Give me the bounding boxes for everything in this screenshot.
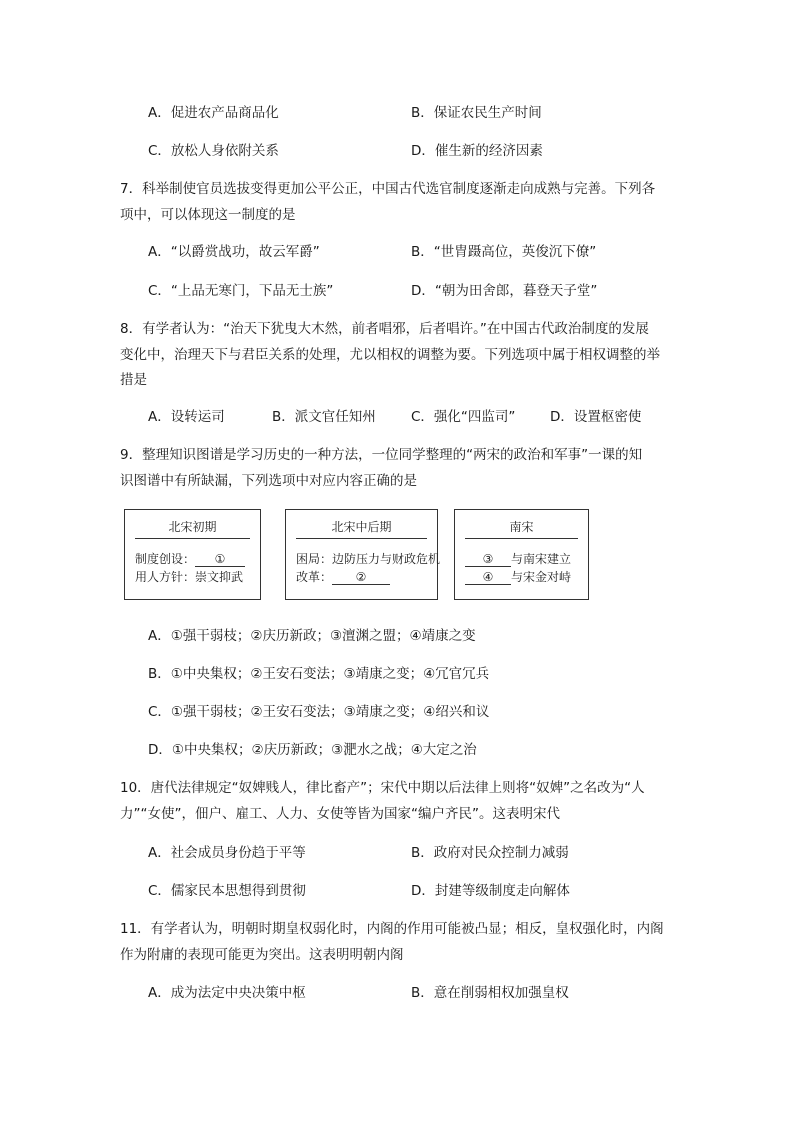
box1-row2: 用人方针：崇文抑武 xyxy=(135,570,244,584)
box3-title: 南宋 xyxy=(509,520,534,534)
q11-stem-line2: 作为附庸的表现可能更为突出。这表明明朝内阁 xyxy=(120,947,404,963)
q10-option-c: C．儒家民本思想得到贯彻 xyxy=(148,883,306,899)
q8-option-d: D．设置枢密使 xyxy=(550,409,642,425)
box2-row1: 困局：边防压力与财政危机 xyxy=(296,552,441,566)
box2-divider xyxy=(296,538,427,539)
q9-option-a: A．①强干弱枝；②庆历新政；③澶渊之盟；④靖康之变 xyxy=(148,628,476,644)
box2-row2-label: 改革： xyxy=(296,570,333,584)
box1-divider xyxy=(135,538,250,539)
q8-stem-line3: 措是 xyxy=(120,372,147,388)
q6-option-a: A．促进农产品商品化 xyxy=(148,105,279,121)
q7-option-b: B．“世胄蹑高位，英俊沉下僚” xyxy=(411,244,597,260)
q8-stem-line1: 8．有学者认为：“治天下犹曳大木然，前者唱邪，后者唱许。”在中国古代政治制度的发展 xyxy=(120,321,649,337)
q11-stem-line1: 11．有学者认为，明朝时期皇权弱化时，内阁的作用可能被凸显；相反，皇权强化时，内阁 xyxy=(120,921,664,937)
blank-4: ④ xyxy=(465,570,511,585)
q10-option-b: B．政府对民众控制力减弱 xyxy=(411,845,569,861)
box3-row2 xyxy=(465,568,571,585)
blank-3: ③ xyxy=(465,552,511,567)
q7-option-c: C．“上品无寒门，下品无士族” xyxy=(148,283,334,299)
box1-row1 xyxy=(135,550,245,567)
q9-stem-line2: 识图谱中有所缺漏，下列选项中对应内容正确的是 xyxy=(120,473,417,489)
box2-row2 xyxy=(296,568,390,585)
q9-option-b: B．①中央集权；②王安石变法；③靖康之变；④冗官冗兵 xyxy=(148,666,490,682)
blank-2: ② xyxy=(332,570,390,585)
q11-option-a: A．成为法定中央决策中枢 xyxy=(148,985,306,1001)
box3-divider xyxy=(465,538,578,539)
q10-stem-line2: 力”“女使”，佃户、雇工、人力、女使等皆为国家“编户齐民”。这表明宋代 xyxy=(120,806,560,822)
diagram-box-early-northern-song xyxy=(124,509,261,600)
q7-option-d: D．“朝为田舍郎，暮登天子堂” xyxy=(411,283,598,299)
q6-option-c: C．放松人身依附关系 xyxy=(148,143,279,159)
box3-row2-text: 与宋金对峙 xyxy=(511,570,572,584)
q8-option-a: A．设转运司 xyxy=(148,409,225,425)
q9-option-c: C．①强干弱枝；②王安石变法；③靖康之变；④绍兴和议 xyxy=(148,704,490,720)
diagram-box-mid-late-northern-song xyxy=(285,509,441,600)
box2-title: 北宋中后期 xyxy=(331,520,392,534)
q10-option-d: D．封建等级制度走向解体 xyxy=(411,883,570,899)
q9-option-d: D．①中央集权；②庆历新政；③淝水之战；④大定之治 xyxy=(148,742,477,758)
q6-option-d: D．催生新的经济因素 xyxy=(411,143,543,159)
box3-row1 xyxy=(465,550,571,567)
q8-option-c: C．强化“四监司” xyxy=(411,409,516,425)
q7-option-a: A．“以爵赏战功，故云军爵” xyxy=(148,244,320,260)
q9-stem-line1: 9．整理知识图谱是学习历史的一种方法，一位同学整理的“两宋的政治和军事”一课的知 xyxy=(120,447,643,463)
q7-stem-line1: 7．科举制使官员选拔变得更加公平公正，中国古代选官制度逐渐走向成熟与完善。下列各 xyxy=(120,181,656,197)
q10-option-a: A．社会成员身份趋于平等 xyxy=(148,845,306,861)
box3-row1-text: 与南宋建立 xyxy=(511,552,572,566)
blank-1: ① xyxy=(195,552,245,567)
q11-option-b: B．意在削弱相权加强皇权 xyxy=(411,985,569,1001)
box1-title: 北宋初期 xyxy=(168,520,217,534)
q7-stem-line2: 项中，可以体现这一制度的是 xyxy=(120,207,296,223)
q8-stem-line2: 变化中，治理天下与君臣关系的处理，尤以相权的调整为要。下列选项中属于相权调整的举 xyxy=(120,347,660,363)
q6-option-b: B．保证农民生产时间 xyxy=(411,105,542,121)
box1-row1-label: 制度创设： xyxy=(135,552,196,566)
q8-option-b: B．派文官任知州 xyxy=(272,409,376,425)
q10-stem-line1: 10．唐代法律规定“奴婢贱人，律比畜产”；宋代中期以后法律上则将“奴婢”之名改为“人 xyxy=(120,780,645,796)
diagram-box-southern-song xyxy=(454,509,589,600)
